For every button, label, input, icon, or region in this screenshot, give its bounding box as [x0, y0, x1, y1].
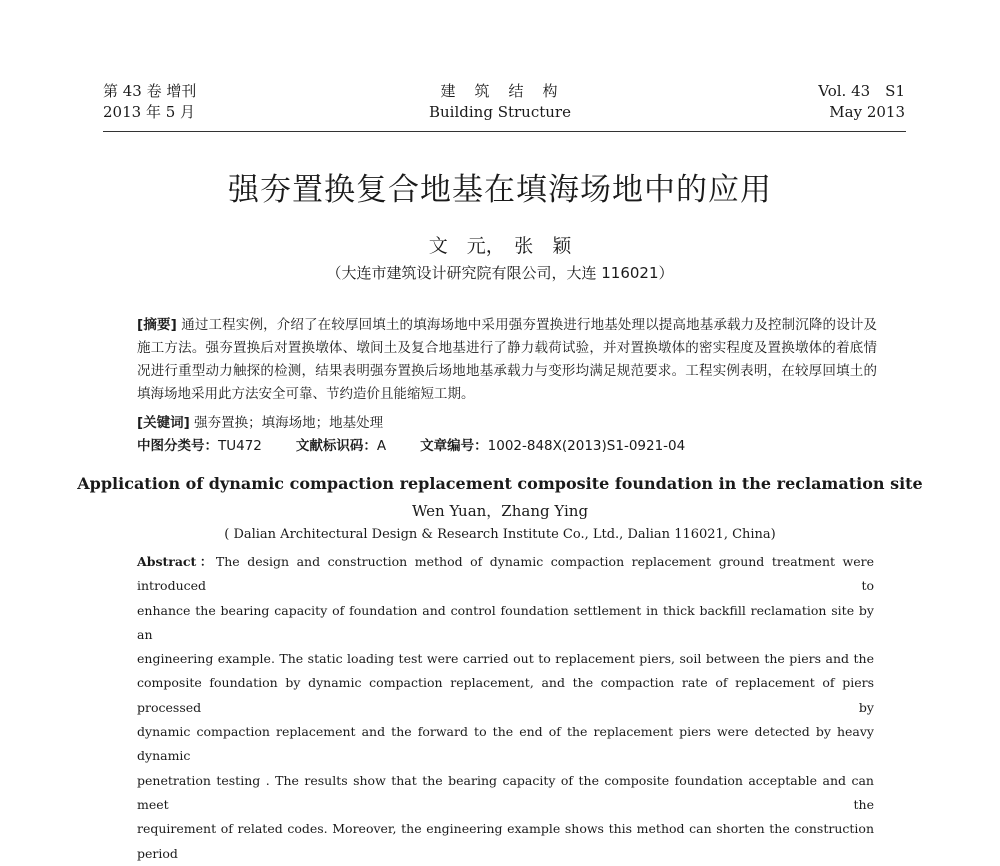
clc-value: TU472 — [218, 438, 262, 454]
abstract-cn-text: 通过工程实例，介绍了在较厚回填土的填海场地中采用强夯置换进行地基处理以提高地基承载力及控制沉降的设计及施工方法。强夯置换后对置换墩体、墩间土及复合地基进行了静力载荷试验，并对置换墩体的密实程度及置换墩体的着底情况进行重型动力触探的检测，结果表明强夯置换后场地地基承载力与变形均满足规范要求。工程实例表明，在较厚回填土的填海场地采用此方法安全可靠、节约造价且能缩短工期。 — [137, 317, 877, 402]
affiliation-en: ( Dalian Architectural Design & Research Institute Co., Ltd., Dalian 116021, China) — [224, 527, 776, 542]
article-title-en: Application of dynamic compaction replacement composite foundation in the reclamation site — [77, 474, 923, 493]
keywords-cn — [137, 411, 383, 431]
article-no-value: 1002-848X(2013)S1-0921-04 — [487, 438, 686, 454]
abstract-en-line: Abstract：The design and construction method of dynamic compaction replacement ground treatment were introduced to — [137, 554, 875, 594]
header-volume-en: Vol. 43 S1 — [818, 82, 905, 100]
clc-label: 中图分类号： — [137, 438, 218, 454]
abstract-en-label: Abstract： — [137, 554, 216, 569]
header-date-cn: 2013 年 5 月 — [103, 103, 196, 121]
abstract-en-line: composite foundation by dynamic compaction replacement, and the compaction rate of replacement of piers processed by — [137, 675, 874, 715]
abstract-en-line: engineering example. The static loading test were carried out to replacement piers, soil between the piers and the — [137, 651, 874, 667]
header-date-en: May 2013 — [829, 103, 905, 121]
header-journal-en: Building Structure — [429, 103, 571, 121]
abstract-cn — [137, 314, 877, 406]
doc-code-value: A — [376, 438, 387, 454]
article-title-cn: 强夯置换复合地基在填海场地中的应用 — [228, 172, 772, 208]
abstract-en-line: dynamic compaction replacement and the forward to the end of the replacement piers were detected by heavy dynamic — [137, 724, 874, 764]
header-rule — [103, 131, 906, 132]
abstract-en-line: enhance the bearing capacity of foundation and control foundation settlement in thick backfill reclamation site by an — [137, 602, 874, 642]
doc-code-label: 文献标识码： — [295, 438, 377, 454]
abstract-en-line: penetration testing . The results show that the bearing capacity of the composite foundation acceptable and can meet the — [137, 772, 874, 812]
affiliation-cn: （大连市建筑设计研究院有限公司，大连 116021） — [326, 264, 674, 282]
keywords-cn-text: 强夯置换；填海场地；地基处理 — [194, 415, 384, 431]
abstract-en-line: requirement of related codes. Moreover, the engineering example shows this method can shorten the construction period — [137, 821, 874, 861]
authors-en: Wen Yuan，Zhang Ying — [411, 502, 589, 520]
article-no-label: 文章编号： — [420, 438, 488, 454]
abstract-en — [137, 550, 874, 866]
classification-line — [137, 434, 685, 454]
keywords-cn-label: [关键词] — [137, 415, 190, 431]
authors-cn: 文 元， 张 颖 — [428, 235, 572, 257]
header-journal-cn: 建 筑 结 构 — [440, 82, 560, 100]
abstract-cn-label: [摘要] — [137, 317, 177, 333]
header-volume-cn: 第 43 卷 增刊 — [103, 82, 197, 100]
